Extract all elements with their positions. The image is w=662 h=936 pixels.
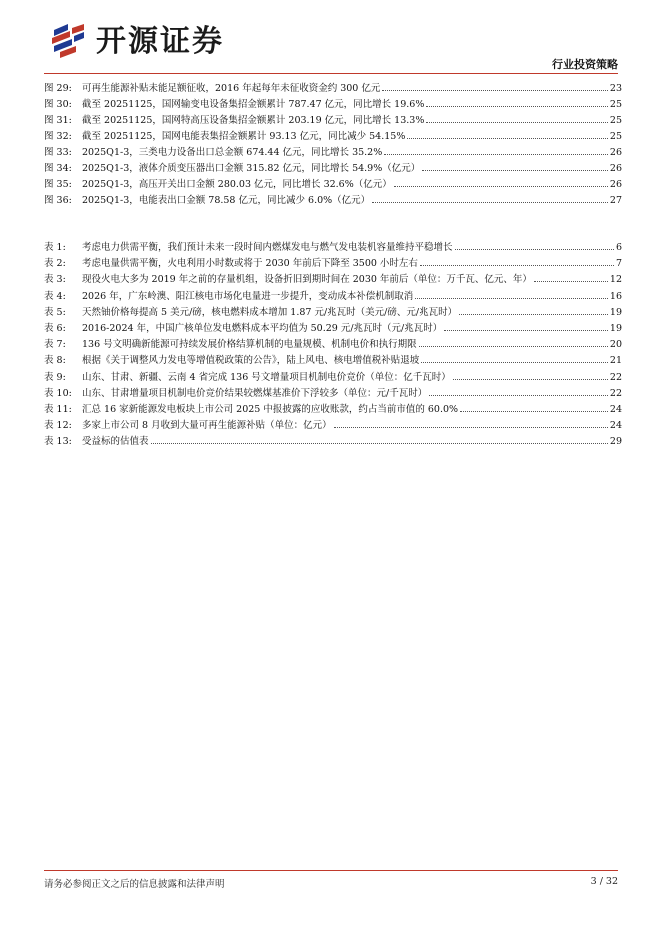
table-entry-number: 表 1: <box>44 242 66 253</box>
figure-entry-title: 截至 20251125，国网输变电设备集招金额累计 787.47 亿元，同比增长 19.6% <box>82 99 425 110</box>
brand-name: 开源证券 <box>96 24 224 59</box>
footer-page-number: 3 / 32 <box>590 876 618 887</box>
table-entry-page: 22 <box>609 371 622 383</box>
table-entry-page: 29 <box>609 436 622 448</box>
figure-entry-page: 26 <box>609 179 622 190</box>
table-entry-page: 22 <box>609 387 622 399</box>
dot-leader <box>151 434 608 444</box>
table-entry-page: 24 <box>609 403 622 415</box>
table-entry[interactable] <box>44 321 622 337</box>
dot-leader <box>394 177 608 187</box>
table-entry-number: 表 4: <box>44 290 66 302</box>
table-entry-title: 多家上市公司 8 月收到大量可再生能源补贴（单位：亿元） <box>82 420 332 432</box>
table-entry-page: 21 <box>609 355 622 367</box>
dot-leader <box>534 272 608 282</box>
figure-entry-number: 图 33: <box>44 147 72 158</box>
figure-entry-number: 图 29: <box>44 83 72 94</box>
table-entry-number: 表 5: <box>44 306 66 318</box>
table-list <box>44 240 622 450</box>
figure-entry-page: 26 <box>609 163 622 174</box>
figure-entry[interactable] <box>44 177 622 193</box>
page-header <box>0 0 662 72</box>
dot-leader <box>382 81 608 91</box>
dot-leader <box>460 402 608 412</box>
figure-list <box>44 81 622 209</box>
dot-leader <box>420 256 614 266</box>
figure-entry-page: 26 <box>609 147 622 158</box>
figure-entry-title: 截至 20251125，国网特高压设备集招金额累计 203.19 亿元，同比增长 13.3% <box>82 115 425 126</box>
figure-entry-number: 图 32: <box>44 131 72 142</box>
kaiyuan-logo-icon <box>50 22 86 62</box>
table-entry[interactable] <box>44 272 622 288</box>
dot-leader <box>334 418 608 428</box>
figure-entry-title: 2025Q1-3，三类电力设备出口总金额 674.44 亿元，同比增长 35.2% <box>82 147 383 158</box>
table-entry[interactable] <box>44 305 622 321</box>
table-entry-number: 表 6: <box>44 322 66 334</box>
figure-entry-title: 可再生能源补贴未能足额征收，2016 年起每年未征收资金约 300 亿元 <box>82 83 381 94</box>
dot-leader <box>415 289 608 299</box>
dot-leader <box>453 370 608 380</box>
figure-entry-page: 27 <box>609 195 622 206</box>
figure-entry-title: 截至 20251125，国网电能表集招金额累计 93.13 亿元，同比减少 54.15% <box>82 131 406 142</box>
figure-entry[interactable] <box>44 113 622 129</box>
table-entry-number: 表 3: <box>44 274 66 286</box>
table-entry-page: 24 <box>609 420 622 432</box>
report-category: 行业投资策略 <box>552 58 618 71</box>
dot-leader <box>459 305 608 315</box>
figure-entry-title: 2025Q1-3，液体介质变压器出口金额 315.82 亿元，同比增长 54.9%（亿元） <box>82 163 421 174</box>
table-entry-number: 表 8: <box>44 355 66 367</box>
table-entry-page: 19 <box>609 306 622 318</box>
figure-entry[interactable] <box>44 129 622 145</box>
dot-leader <box>419 337 608 347</box>
table-entry[interactable] <box>44 386 622 402</box>
dot-leader <box>426 113 608 123</box>
table-entry-title: 天然铀价格每提高 5 美元/磅，核电燃料成本增加 1.87 元/兆瓦时（美元/磅、元/兆瓦时） <box>82 306 458 318</box>
dot-leader <box>372 193 608 203</box>
table-entry[interactable] <box>44 370 622 386</box>
figure-entry-number: 图 36: <box>44 195 72 206</box>
table-entry[interactable] <box>44 240 622 256</box>
dot-leader <box>384 145 608 155</box>
footer-divider <box>44 870 618 871</box>
figure-entry-title: 2025Q1-3，电能表出口金额 78.58 亿元，同比减少 6.0%（亿元） <box>82 195 371 206</box>
figure-entry-page: 25 <box>609 115 622 126</box>
table-entry[interactable] <box>44 353 622 369</box>
table-entry-number: 表 13: <box>44 436 72 448</box>
figure-entry-number: 图 30: <box>44 99 72 110</box>
table-entry[interactable] <box>44 402 622 418</box>
dot-leader <box>421 353 608 363</box>
footer-disclaimer: 请务必参阅正文之后的信息披露和法律声明 <box>44 879 225 890</box>
table-entry-title: 考虑电力供需平衡，我们预计未来一段时间内燃煤发电与燃气发电装机容量维持平稳增长 <box>82 242 453 253</box>
table-entry-page: 19 <box>609 322 622 334</box>
table-entry-page: 12 <box>609 274 622 286</box>
figure-entry-page: 25 <box>609 131 622 142</box>
figure-entry-title: 2025Q1-3，高压开关出口金额 280.03 亿元，同比增长 32.6%（亿元） <box>82 179 392 190</box>
table-entry-title: 受益标的估值表 <box>82 436 149 448</box>
figure-entry-page: 23 <box>609 83 622 94</box>
figure-entry[interactable] <box>44 81 622 97</box>
table-entry-title: 山东、甘肃、新疆、云南 4 省完成 136 号文增量项目机制电价竞价（单位：亿千瓦时） <box>82 371 451 383</box>
table-entry[interactable] <box>44 337 622 353</box>
table-entry-title: 2016-2024 年，中国广核单位发电燃料成本平均值为 50.29 元/兆瓦时（元/兆瓦时） <box>82 322 443 334</box>
figure-entry-number: 图 31: <box>44 115 72 126</box>
table-entry-title: 现役火电大多为 2019 年之前的存量机组，设备折旧到期时间在 2030 年前后（单位：万千瓦、亿元、年） <box>82 274 532 286</box>
table-entry-page: 7 <box>615 258 622 270</box>
table-entry-number: 表 9: <box>44 371 66 383</box>
table-entry-page: 20 <box>609 339 622 351</box>
table-entry[interactable] <box>44 434 622 450</box>
table-entry-title: 山东、甘肃增量项目机制电价竞价结果较燃煤基准价下浮较多（单位：元/千瓦时） <box>82 387 428 399</box>
dot-leader <box>429 386 608 396</box>
table-entry-title: 根据《关于调整风力发电等增值税政策的公告》，陆上风电、核电增值税补贴退坡 <box>82 355 420 367</box>
figure-entry-number: 图 34: <box>44 163 72 174</box>
dot-leader <box>444 321 608 331</box>
figure-entry[interactable] <box>44 161 622 177</box>
table-entry[interactable] <box>44 289 622 305</box>
table-entry-number: 表 7: <box>44 339 66 351</box>
table-entry[interactable] <box>44 418 622 434</box>
dot-leader <box>426 97 608 107</box>
table-entry-page: 6 <box>615 242 622 253</box>
dot-leader <box>407 129 608 139</box>
dot-leader <box>422 161 608 171</box>
table-entry-title: 136 号文明确新能源可持续发展价格结算机制的电量规模、机制电价和执行期限 <box>82 339 417 351</box>
table-entry-number: 表 2: <box>44 258 66 270</box>
table-entry-number: 表 12: <box>44 420 72 432</box>
table-entry-page: 16 <box>609 290 622 302</box>
table-entry[interactable] <box>44 256 622 272</box>
table-entry-title: 考虑电量供需平衡，火电利用小时数或将于 2030 年前后下降至 3500 小时左右 <box>82 258 418 270</box>
figure-entry[interactable] <box>44 193 622 209</box>
figure-entry-page: 25 <box>609 99 622 110</box>
figure-entry-number: 图 35: <box>44 179 72 190</box>
table-entry-title: 2026 年，广东岭澳、阳江核电市场化电量进一步提升，变动成本补偿机制取消 <box>82 290 414 302</box>
header-divider <box>44 73 618 74</box>
figure-entry[interactable] <box>44 97 622 113</box>
table-entry-number: 表 10: <box>44 387 72 399</box>
table-entry-number: 表 11: <box>44 403 72 415</box>
figure-entry[interactable] <box>44 145 622 161</box>
table-entry-title: 汇总 16 家新能源发电板块上市公司 2025 中报披露的应收账款，约占当前市值的 60.0% <box>82 403 459 415</box>
dot-leader <box>455 240 614 250</box>
